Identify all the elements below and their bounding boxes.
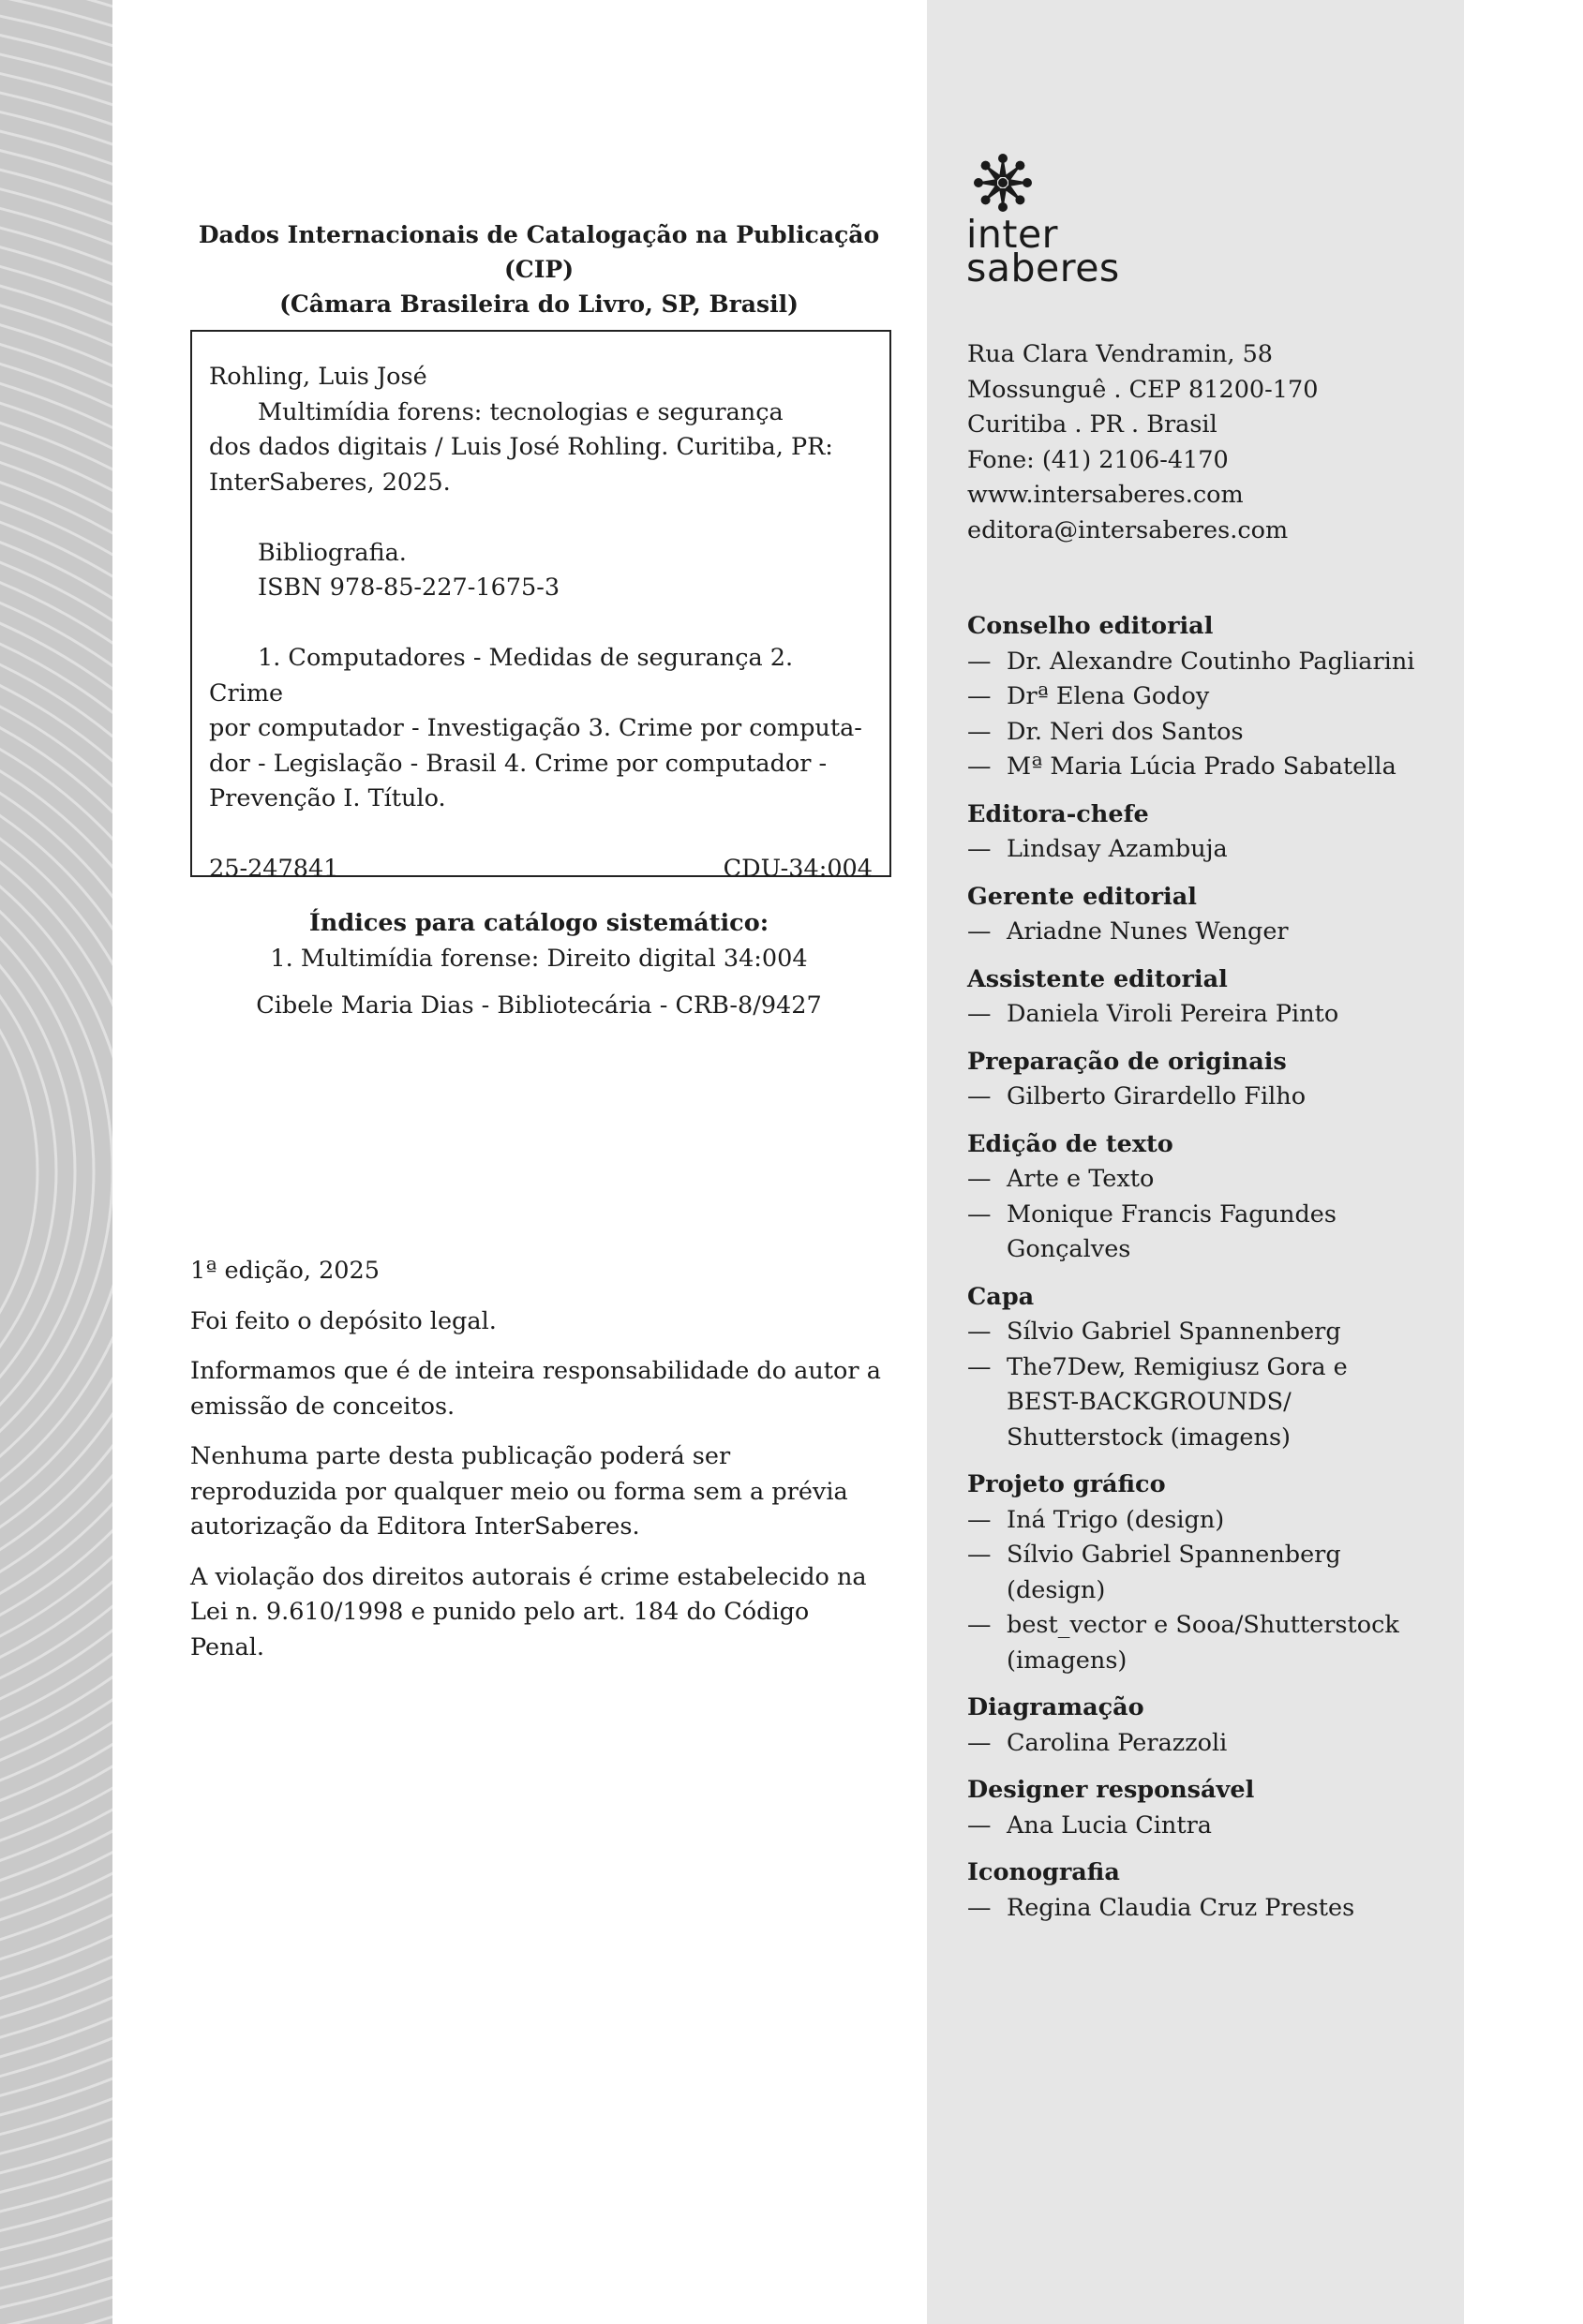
cip-subjects-line: 1. Computadores - Medidas de segurança 2. Crime (209, 644, 794, 708)
credit-group (967, 1045, 1455, 1115)
credit-group (967, 1691, 1455, 1761)
logo-word-inter: inter (966, 212, 1059, 257)
cip-subjects-line: dor - Legislação - Brasil 4. Crime por computador - (209, 749, 828, 778)
cip-cdu: CDU-34:004 (723, 855, 873, 883)
credit-heading: Preparação de originais (967, 1047, 1287, 1076)
credit-name: — best_vector e Sooa/Shutterstock (imagens) (967, 1608, 1447, 1678)
credit-name: — Ariadne Nunes Wenger (967, 915, 1455, 950)
address-city: Curitiba . PR . Brasil (967, 410, 1217, 439)
cip-record-line: InterSaberes, 2025. (209, 468, 451, 497)
credit-heading: Iconografia (967, 1858, 1120, 1886)
credit-heading: Projeto gráfico (967, 1470, 1166, 1498)
address-email: editora@intersaberes.com (967, 515, 1289, 544)
credit-name: — Dr. Neri dos Santos (967, 715, 1455, 751)
cip-record-number: 25-247841 (209, 855, 339, 883)
credit-name: — The7Dew, Remigiusz Gora e BEST-BACKGROUNDS/ Shutterstock (imagens) (967, 1350, 1372, 1456)
publisher-address (967, 337, 1436, 548)
credit-name: — Dr. Alexandre Coutinho Pagliarini (967, 645, 1455, 680)
cip-record-line: Multimídia forens: tecnologias e segurança (258, 397, 784, 426)
credit-heading: Edição de texto (967, 1129, 1173, 1158)
credit-name: — Iná Trigo (design) (967, 1503, 1455, 1539)
credit-name: — Lindsay Azambuja (967, 832, 1455, 868)
flower-logo-icon (972, 152, 1034, 214)
credit-heading: Gerente editorial (967, 882, 1197, 911)
credit-name: — Sílvio Gabriel Spannenberg (design) (967, 1538, 1381, 1608)
credit-heading: Designer responsável (967, 1776, 1255, 1804)
credit-name: — Gilberto Girardello Filho (967, 1080, 1455, 1115)
credit-name: — Regina Claudia Cruz Prestes (967, 1891, 1455, 1927)
cip-author: Rohling, Luis José (209, 363, 427, 391)
cip-record-line: dos dados digitais / Luis José Rohling. Curitiba, PR: (209, 433, 833, 461)
credit-group (967, 1467, 1455, 1678)
credit-heading: Assistente editorial (967, 964, 1228, 993)
cip-isbn: ISBN 978-85-227-1675-3 (258, 574, 560, 602)
address-phone: Fone: (41) 2106-4170 (967, 445, 1229, 474)
catalog-indices (187, 905, 890, 1023)
address-street: Rua Clara Vendramin, 58 (967, 340, 1274, 368)
credit-name: — Ana Lucia Cintra (967, 1809, 1455, 1844)
logo-wordmark (966, 212, 1120, 290)
cip-footer-line (209, 852, 873, 887)
cip-heading (187, 217, 890, 321)
fingerprint-pattern (0, 0, 112, 2324)
cip-bibliography: Bibliografia. (258, 538, 407, 567)
responsibility-note: Informamos que é de inteira responsabilidade do autor a emissão de conceitos. (190, 1357, 881, 1421)
credit-heading: Editora-chefe (967, 799, 1149, 828)
legal-notes (190, 1254, 884, 1680)
indices-title: Índices para catálogo sistemático: (308, 909, 769, 937)
cip-subjects-line: Prevenção I. Título. (209, 784, 446, 812)
logo-word-saberes: saberes (966, 246, 1120, 290)
editorial-credits (967, 609, 1455, 1938)
librarian-credit: Cibele Maria Dias - Bibliotecária - CRB-8/9427 (256, 991, 822, 1020)
credit-group (967, 797, 1455, 868)
credit-name: — Daniela Viroli Pereira Pinto (967, 997, 1455, 1033)
deposit-note: Foi feito o depósito legal. (190, 1306, 497, 1335)
credit-name: — Carolina Perazzoli (967, 1726, 1455, 1762)
address-district: Mossunguê . CEP 81200-170 (967, 375, 1319, 404)
cip-record-box (190, 330, 891, 883)
violation-note: A violação dos direitos autorais é crime estabelecido na Lei n. 9.610/1998 e punido pelo art. 184 do Código Penal. (190, 1562, 867, 1661)
credit-group (967, 1773, 1455, 1843)
edition-note: 1ª edição, 2025 (190, 1257, 380, 1285)
credit-group (967, 1855, 1455, 1926)
credit-group (967, 1127, 1455, 1268)
cip-subjects-line: por computador - Investigação 3. Crime por computa- (209, 714, 862, 742)
indices-entry: 1. Multimídia forense: Direito digital 34:004 (270, 945, 808, 973)
credit-heading: Conselho editorial (967, 612, 1214, 640)
credit-name: — Sílvio Gabriel Spannenberg (967, 1315, 1455, 1350)
cip-title-line1: Dados Internacionais de Catalogação na Publicação (CIP) (198, 221, 880, 283)
credit-heading: Capa (967, 1282, 1035, 1311)
decorative-left-band (0, 0, 112, 2324)
credit-group (967, 880, 1455, 950)
credit-group (967, 1280, 1455, 1456)
credit-name: — Arte e Texto (967, 1162, 1455, 1198)
intersaberes-logo (966, 152, 1172, 292)
credit-name: — Drª Elena Godoy (967, 679, 1455, 715)
reproduction-note: Nenhuma parte desta publicação poderá ser reproduzida por qualquer meio ou forma sem a prévia autorização da Editora InterSaberes. (190, 1442, 848, 1541)
credit-name: — Monique Francis Fagundes Gonçalves (967, 1198, 1372, 1268)
credit-heading: Diagramação (967, 1693, 1144, 1721)
credit-group (967, 962, 1455, 1033)
address-website: www.intersaberes.com (967, 481, 1244, 509)
credit-group (967, 609, 1455, 785)
credit-name: — Mª Maria Lúcia Prado Sabatella (967, 750, 1455, 785)
cip-title-line2: (Câmara Brasileira do Livro, SP, Brasil) (279, 290, 799, 318)
